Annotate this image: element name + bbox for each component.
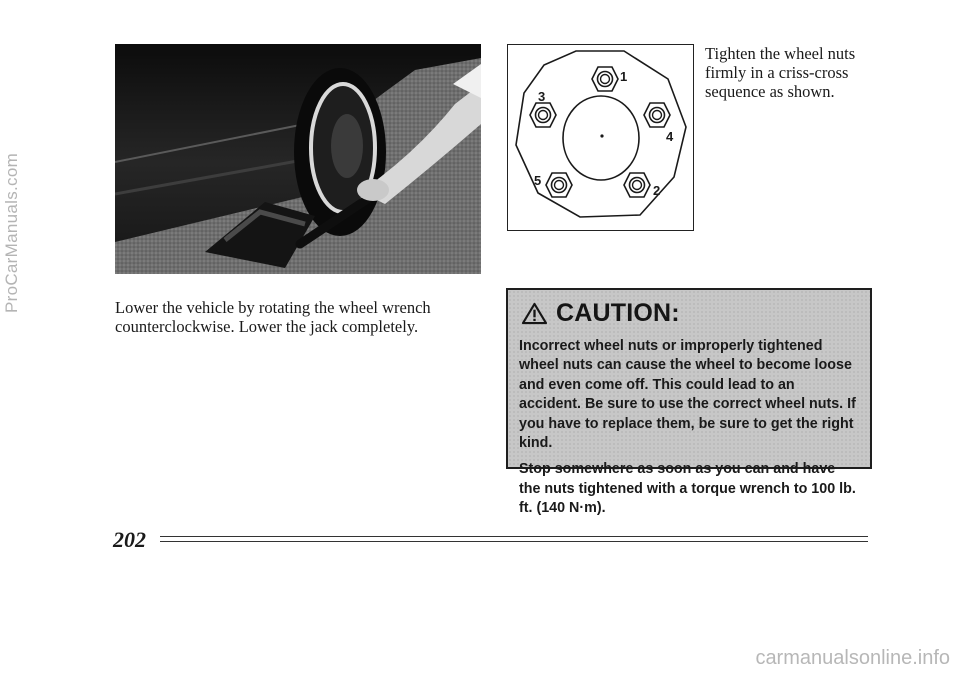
caution-paragraph-2: Stop somewhere as soon as you can and have the nuts tightened with a torque wrench to 100 lb. ft. (140 N·m). bbox=[519, 461, 856, 517]
lowering-vehicle-photo bbox=[115, 44, 481, 274]
lug-nut-3 bbox=[530, 103, 556, 127]
caution-title: CAUTION: bbox=[556, 298, 680, 327]
nut-label-1: 1 bbox=[620, 69, 628, 84]
caution-paragraph-1: Incorrect wheel nuts or improperly tightened wheel nuts can cause the wheel to become loose and even come off. This could lead to an accident. Be sure to use the correct wheel nuts. If you have to replace them, be sure to get the right kind. bbox=[519, 338, 856, 452]
wheel-nut-sequence-diagram bbox=[507, 44, 694, 231]
warning-triangle-icon bbox=[522, 302, 547, 325]
nut-label-3: 3 bbox=[538, 89, 546, 104]
lug-nut-1 bbox=[592, 67, 618, 91]
tighten-nuts-instruction: Tighten the wheel nuts firmly in a criss-cross sequence as shown. bbox=[705, 44, 856, 101]
nut-label-5: 5 bbox=[534, 173, 542, 188]
wheel-hub-diagram-icon bbox=[508, 45, 692, 229]
lug-nut-4 bbox=[644, 103, 670, 127]
footer-rule bbox=[160, 536, 868, 542]
nut-label-2: 2 bbox=[653, 183, 661, 198]
bottom-watermark: carmanualsonline.info bbox=[755, 647, 950, 669]
page-number: 202 bbox=[113, 527, 146, 552]
lug-nut-5 bbox=[546, 173, 572, 197]
lower-vehicle-instruction: Lower the vehicle by rotating the wheel wrench counterclockwise. Lower the jack completely. bbox=[115, 298, 431, 336]
nut-label-4: 4 bbox=[666, 129, 674, 144]
wheel-wrench-jack-photo-icon bbox=[115, 44, 481, 274]
lug-nut-2 bbox=[624, 173, 650, 197]
caution-header bbox=[519, 290, 860, 336]
side-watermark: ProCarManuals.com bbox=[2, 152, 21, 314]
caution-box bbox=[506, 288, 872, 517]
